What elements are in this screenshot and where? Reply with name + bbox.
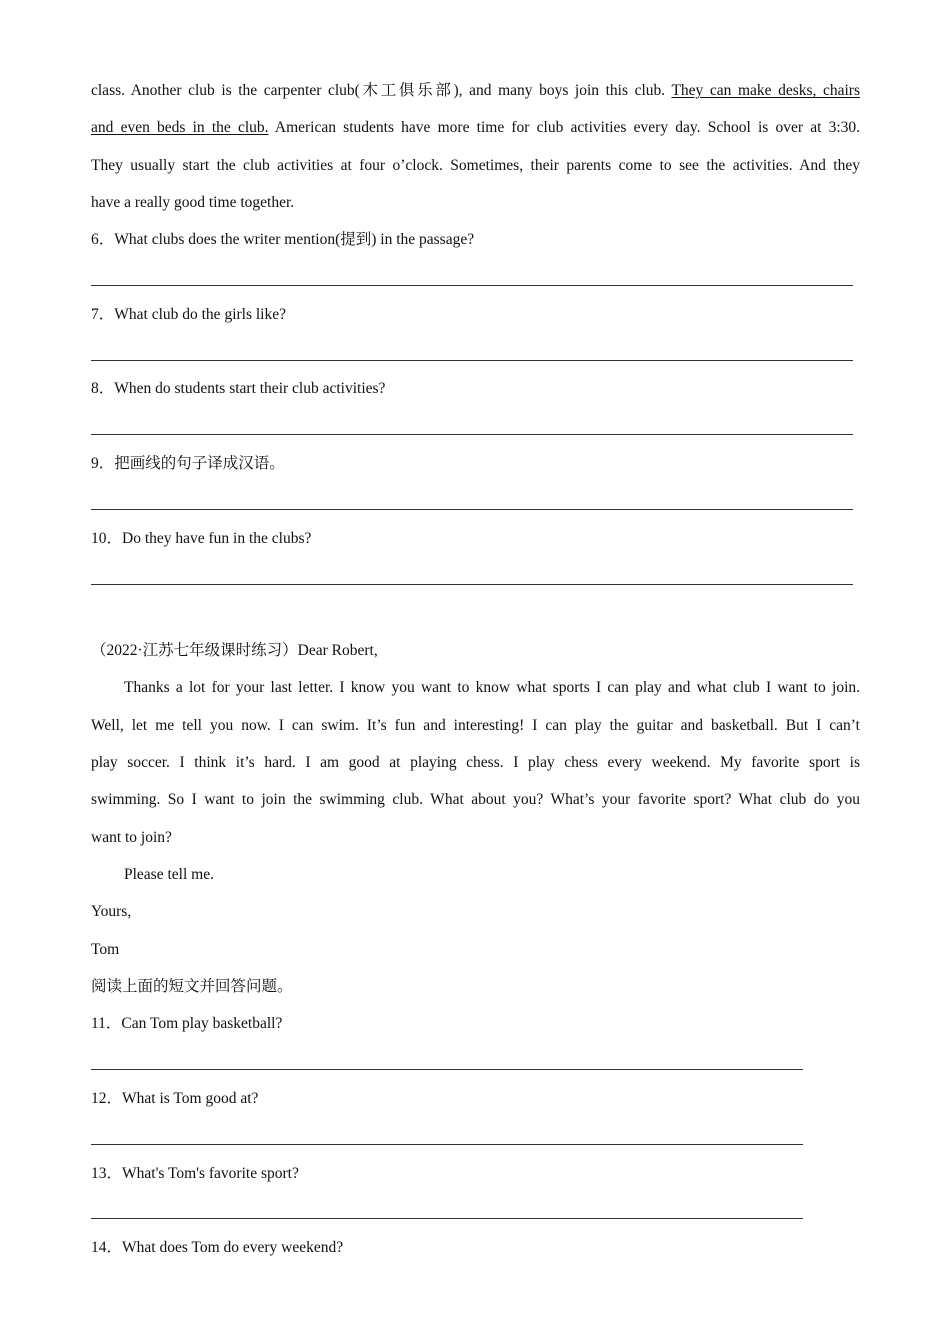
- passage-text: class. Another club is the carpenter club(木工俱乐部), and many boys join this club.: [91, 82, 672, 99]
- passage-line: [91, 118, 860, 138]
- letter-body-line: Thanks a lot for your last letter. I know you want to know what sports I can play and what club I want to join.: [124, 679, 860, 696]
- question-12: 12．What is Tom good at?: [91, 1090, 259, 1107]
- passage-line: [91, 81, 860, 101]
- answer-line-11[interactable]: [91, 1069, 803, 1070]
- instruction: 阅读上面的短文并回答问题。: [91, 978, 293, 995]
- question-9: 9．把画线的句子译成汉语。: [91, 455, 285, 472]
- letter-body-line: Well, let me tell you now. I can swim. It’s fun and interesting! I can play the guitar and basketball. But I can’t: [91, 717, 860, 734]
- letter-body-line: want to join?: [91, 829, 172, 846]
- answer-line-13[interactable]: [91, 1218, 803, 1219]
- letter-closing: Please tell me.: [124, 866, 214, 883]
- letter-signoff: Yours,: [91, 903, 132, 920]
- question-7: 7．What club do the girls like?: [91, 306, 286, 323]
- question-13: 13．What's Tom's favorite sport?: [91, 1165, 299, 1182]
- question-10: 10．Do they have fun in the clubs?: [91, 530, 312, 547]
- passage-line: They usually start the club activities at four o’clock. Sometimes, their parents come to see the activities. And they: [91, 157, 860, 174]
- answer-line-12[interactable]: [91, 1144, 803, 1145]
- answer-line-9[interactable]: [91, 509, 853, 510]
- question-11: 11．Can Tom play basketball?: [91, 1015, 283, 1032]
- answer-line-10[interactable]: [91, 584, 853, 585]
- letter-source-heading: （2022·江苏七年级课时练习）Dear Robert,: [91, 642, 378, 659]
- answer-line-8[interactable]: [91, 434, 853, 435]
- letter-body-line: swimming. So I want to join the swimming club. What about you? What’s your favorite sport? What club do you: [91, 791, 860, 808]
- underlined-sentence: and even beds in the club.: [91, 119, 269, 136]
- answer-line-6[interactable]: [91, 285, 853, 286]
- passage-text: American students have more time for club activities every day. School is over at 3:30.: [268, 119, 860, 136]
- question-8: 8．When do students start their club activities?: [91, 380, 386, 397]
- question-6: 6．What clubs does the writer mention(提到) in the passage?: [91, 231, 475, 248]
- letter-body-line: play soccer. I think it’s hard. I am good at playing chess. I play chess every weekend. My favorite sport is: [91, 754, 860, 771]
- passage-line: have a really good time together.: [91, 194, 295, 211]
- letter-author: Tom: [91, 941, 120, 958]
- question-14: 14．What does Tom do every weekend?: [91, 1239, 344, 1256]
- underlined-sentence: They can make desks, chairs: [671, 82, 860, 99]
- answer-line-7[interactable]: [91, 360, 853, 361]
